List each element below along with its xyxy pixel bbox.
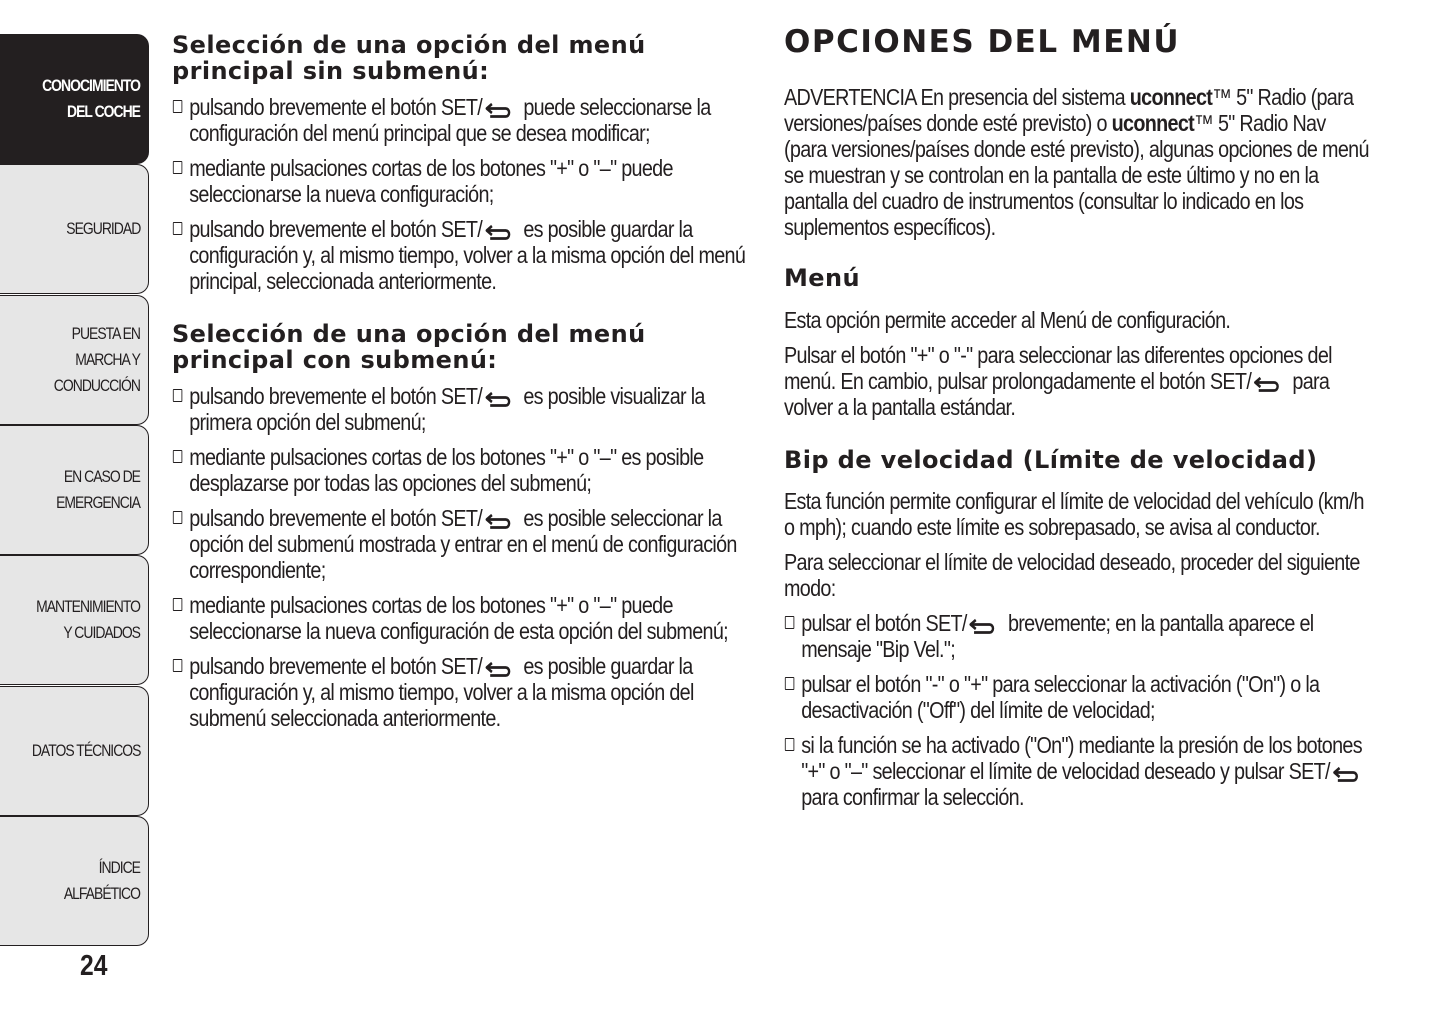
tab-en-caso-de-emergencia[interactable]: EN CASO DE EMERGENCIA xyxy=(0,425,149,555)
list-item: pulsando brevemente el botón SET/ es posible guardar la configuración y, al mismo tiempo, volver a la misma opción del menú principal, seleccionada anteriormente. xyxy=(172,216,751,294)
bullet-list-sin-submenu xyxy=(172,94,751,294)
set-return-icon xyxy=(1332,766,1360,782)
set-return-icon xyxy=(484,661,512,677)
tab-indice-alfabetico[interactable]: ÍNDICE ALFABÉTICO xyxy=(0,816,149,946)
bip-heading: Bip de velocidad (Límite de velocidad) xyxy=(784,446,1318,474)
list-item: pulsando brevemente el botón SET/ es posible guardar la configuración y, al mismo tiempo, volver a la misma opción del submenú seleccionada anteriormente. xyxy=(172,653,751,731)
list-item: mediante pulsaciones cortas de los botones "+" o "–" puede seleccionarse la nueva configuración; xyxy=(172,155,751,207)
set-return-icon xyxy=(1253,376,1281,392)
list-item: pulsando brevemente el botón SET/ puede seleccionarse la configuración del menú principal que se desea modificar; xyxy=(172,94,751,146)
page-title: OPCIONES DEL MENÚ xyxy=(784,24,1181,60)
tab-conocimiento-del-coche[interactable]: CONOCIMIENTO DEL COCHE xyxy=(0,34,149,164)
list-item: mediante pulsaciones cortas de los botones "+" o "–" puede seleccionarse la nueva configuración de esta opción del submenú; xyxy=(172,592,751,644)
section-heading-sin-submenu: Selección de una opción del menú principal sin submenú: xyxy=(172,31,646,85)
brand-uconnect: uconnect xyxy=(1129,84,1213,110)
bullet-list-con-submenu xyxy=(172,383,751,731)
list-item: pulsar el botón SET/ brevemente; en la pantalla aparece el mensaje "Bip Vel."; xyxy=(784,610,1373,662)
list-item: mediante pulsaciones cortas de los botones "+" o "–" es posible desplazarse por todas las opciones del submenú; xyxy=(172,444,751,496)
list-item: pulsando brevemente el botón SET/ es posible seleccionar la opción del submenú mostrada y entrar en el menú de configuración correspondiente; xyxy=(172,505,751,583)
brand-uconnect: uconnect xyxy=(1111,110,1195,136)
bip-paragraph: Para seleccionar el límite de velocidad deseado, proceder del siguiente modo: xyxy=(784,549,1360,601)
warning-paragraph: ADVERTENCIA En presencia del sistema uconnect™ 5" Radio (para versiones/países donde esté previsto) o uconnect™ 5" Radio Nav (para versiones/países donde esté previsto), algunas opciones de menú se muestran y se controlan en la pantalla de este último y no en la pantalla del cuadro de instrumentos (consultar lo indicado en los suplementos específicos). xyxy=(784,84,1369,240)
menu-body xyxy=(784,307,1373,420)
menu-paragraph: Pulsar el botón "+" o "-" para seleccionar las diferentes opciones del menú. En cambio, pulsar prolongadamente el botón SET/ para volver a la pantalla estándar. xyxy=(784,342,1332,420)
page-number: 24 xyxy=(80,950,108,982)
set-return-icon xyxy=(968,618,996,634)
tab-mantenimiento[interactable]: MANTENIMIENTO Y CUIDADOS xyxy=(0,555,149,685)
list-item: pulsando brevemente el botón SET/ es posible visualizar la primera opción del submenú; xyxy=(172,383,751,435)
set-return-icon xyxy=(484,224,512,240)
list-item: si la función se ha activado ("On") mediante la presión de los botones "+" o "–" seleccionar el límite de velocidad deseado y pulsar SET/ para confirmar la selección. xyxy=(784,732,1373,810)
set-return-icon xyxy=(484,391,512,407)
menu-paragraph: Esta opción permite acceder al Menú de configuración. xyxy=(784,307,1231,333)
menu-heading: Menú xyxy=(784,264,860,292)
bip-paragraph: Esta función permite configurar el límite de velocidad del vehículo (km/h o mph); cuando este límite es sobrepasado, se avisa al conductor. xyxy=(784,488,1364,540)
tab-puesta-en-marcha[interactable]: PUESTA EN MARCHA Y CONDUCCIÓN xyxy=(0,295,149,425)
section-heading-con-submenu: Selección de una opción del menú principal con submenú: xyxy=(172,320,646,374)
set-return-icon xyxy=(484,513,512,529)
tab-datos-tecnicos[interactable]: DATOS TÉCNICOS xyxy=(0,686,149,816)
tab-seguridad[interactable]: SEGURIDAD xyxy=(0,164,149,294)
list-item: pulsar el botón "-" o "+" para seleccionar la activación ("On") o la desactivación ("Off") del límite de velocidad; xyxy=(784,671,1373,723)
bip-body xyxy=(784,488,1373,810)
set-return-icon xyxy=(484,102,512,118)
